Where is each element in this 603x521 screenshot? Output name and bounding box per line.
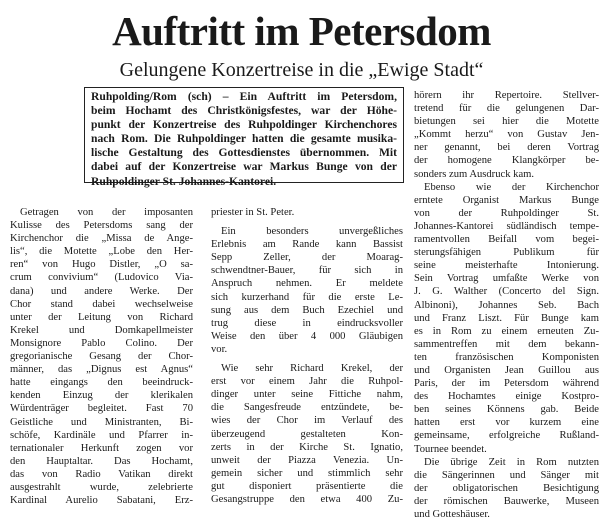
- column-line: erst vor einem Jahr die Ruhpol-: [211, 376, 403, 388]
- column-line: sammentreffen mit dem bekann-: [414, 338, 599, 350]
- column-line: Sein Vortrag umfaßte Werke von: [414, 273, 599, 285]
- lead-line: lische Gestaltung des Gottesdienstes übernommen. Mit: [91, 146, 397, 160]
- column-line: lis“, die Motette „Lobe den Her-: [10, 246, 193, 258]
- column-line: gemein sicher und stimmlich sehr: [211, 467, 403, 479]
- column-line: ramentvollen Beifall vom begei-: [414, 234, 599, 246]
- lead-line: nach Rom. Die Ruhpoldinger hatten die gesamte musika-: [91, 132, 397, 146]
- column-line: Erlebnis am Rande kann Bassist: [211, 239, 403, 251]
- column-line: Ebenso wie der Kirchenchor: [424, 181, 599, 193]
- column-line: Weise den über 4 000 Gläubigen: [211, 330, 403, 342]
- column-line: der homogene Klangkörper be-: [414, 155, 599, 167]
- column-line: hörern ihr Repertoire. Stellver-: [414, 90, 599, 101]
- column-line: der römischen Bauwerke, Museen: [414, 495, 599, 507]
- column-line: Die übrige Zeit in Rom nutzten: [424, 456, 599, 468]
- column-line: gemeinsame, erfolgreiche Rußland-: [414, 430, 599, 442]
- column-line: ausgestrahlt wurde, zelebrierte: [10, 481, 193, 493]
- column-line: seine meisterhafte Intonierung.: [414, 260, 599, 272]
- column-line: von der Ruhpoldinger St.: [414, 207, 599, 219]
- column-line: Würdenträger begleitet. Fast 70: [10, 403, 193, 415]
- column-line: Geistliche und Ministranten, Bi-: [10, 416, 193, 428]
- column-line: zerts in der Kirche St. Ignatio,: [211, 441, 403, 453]
- column-line: hatte eingangs den beeindruck-: [10, 377, 193, 389]
- column-line: „Kommt herzu“ von Gustav Jen-: [414, 129, 599, 141]
- column-line: J. G. Walther (Concerto del Sign.: [414, 286, 599, 298]
- column-line: trug diese in eindrucksvoller: [211, 317, 403, 329]
- subheadline: Gelungene Konzertreise in die „Ewige Stadt“: [119, 59, 484, 81]
- column-line: sonders zum Ausdruck kam.: [414, 168, 535, 180]
- column-line: Tournee beendet.: [414, 443, 487, 455]
- column-line: das von Radio Vatikan direkt: [10, 468, 193, 480]
- column-line: sung aus dem Buch Ezechiel und: [211, 304, 403, 316]
- column-line: crum convivium“ (Ludovico Via-: [10, 272, 193, 284]
- article-column-2: [211, 206, 403, 506]
- column-line: Anspruch nehmen. Er meldete: [211, 278, 403, 290]
- column-line: ben seines Könnens gab. Beide: [414, 404, 599, 416]
- column-line: es in Rom zu einem erneuten Zu-: [414, 325, 599, 337]
- column-line: unweit der Piazza Venezia. Un-: [211, 454, 403, 466]
- column-line: dinger unter seine Fittiche nahm,: [211, 389, 403, 401]
- column-line: Wie sehr Richard Krekel, der: [221, 363, 403, 375]
- article-column-1: [10, 206, 193, 507]
- column-line: des Hochamtes einige Kostpro-: [414, 391, 599, 403]
- column-line: ner genannt, bei deren Vortrag: [414, 142, 599, 154]
- column-line: vor.: [211, 343, 228, 355]
- column-line: und Organisten Jean Guillou aus: [414, 364, 599, 376]
- column-line: Kirchenchor die „Missa de Ange-: [10, 233, 193, 245]
- column-line: männer, das „Dignus est Agnus“: [10, 364, 193, 376]
- column-line: ten französischen Komponisten: [414, 351, 599, 363]
- column-line: erntete Organist Markus Bunge: [414, 194, 599, 206]
- column-line: wies der Chor im Verlauf des: [211, 415, 403, 427]
- column-line: die Sängerinnen und Sänger mit: [414, 469, 599, 481]
- column-line: Monsignore Pablo Colino. Der: [10, 337, 193, 349]
- column-line: den Hauptaltar. Das Hochamt,: [10, 455, 193, 467]
- column-line: schöfe, Kardinäle und Pfarrer in-: [10, 429, 193, 441]
- lead-line: dabei auf der Konzertreise war Markus Bunge von der: [91, 160, 397, 174]
- column-line: Johannes-Kantorei südländisch tempe-: [414, 220, 599, 232]
- column-line: Krekel und Domkapellmeister: [10, 324, 193, 336]
- column-line: überzeugend gestalteten Kon-: [211, 428, 403, 440]
- lead-line: Ruhpoldinger St. Johannes-Kantorei.: [91, 174, 277, 188]
- column-line: unter der Leitung von Richard: [10, 311, 193, 323]
- column-line: der obligatorischen Besichtigung: [414, 482, 599, 494]
- lead-line: Ruhpolding/Rom (sch) – Ein Auftritt im Petersdom,: [91, 90, 397, 103]
- column-line: die Sangesfreude entzündete, be-: [211, 402, 403, 414]
- lead-paragraph-box: [84, 87, 404, 188]
- column-line: priester in St. Peter.: [211, 207, 295, 218]
- column-line: Gesangstruppe den etwa 400 Zu-: [211, 493, 403, 505]
- column-line: Kardinal Aurelio Sabatani, Erz-: [10, 495, 193, 507]
- column-line: hatten erst vor kurzem eine: [414, 417, 599, 429]
- column-line: Sepp Zeller, der Moarag-: [211, 252, 403, 264]
- column-line: gut disponiert präsentierte die: [211, 480, 403, 492]
- column-line: Ein besonders unvergeßliches: [221, 226, 403, 238]
- column-line: dana) und andere Werke. Der: [10, 285, 193, 297]
- column-line: Chor stand dabei wechselweise: [10, 298, 193, 310]
- column-line: Kulisse des Petersdoms sang der: [10, 220, 193, 232]
- column-line: schwendtner-Bauer, für sich in: [211, 265, 403, 277]
- column-line: Getragen von der imposanten: [20, 207, 193, 218]
- column-line: gregorianische Gesang der Chor-: [10, 351, 193, 363]
- column-line: und Franz Liszt. Für Bunge kam: [414, 312, 599, 324]
- lead-line: punkt der Konzertreise des Ruhpoldinger Kirchenchores: [91, 118, 397, 132]
- column-line: und Gotteshäuser.: [414, 509, 490, 520]
- column-line: tretend für die gelungenen Dar-: [414, 103, 599, 115]
- column-line: bietungen sei hier die Motette: [414, 116, 599, 128]
- column-line: sterungsfähigen Publikum für: [414, 247, 599, 259]
- lead-line: beim Hochamt des Christkönigsfestes, war der Höhe-: [91, 104, 397, 118]
- column-line: Albinoni), Johannes Seb. Bach: [414, 299, 599, 311]
- column-line: kenden Einzug der klerikalen: [10, 390, 193, 402]
- article-column-3: [414, 89, 599, 521]
- column-line: Paris, der im Petersdom während: [414, 378, 599, 390]
- headline: Auftritt im Petersdom: [112, 8, 491, 54]
- column-line: ternationaler Herkunft zogen vor: [10, 442, 193, 454]
- column-line: sich kurzerhand für die erste Le-: [211, 291, 403, 303]
- column-line: ren“ von Hugo Distler, „O sa-: [10, 259, 193, 271]
